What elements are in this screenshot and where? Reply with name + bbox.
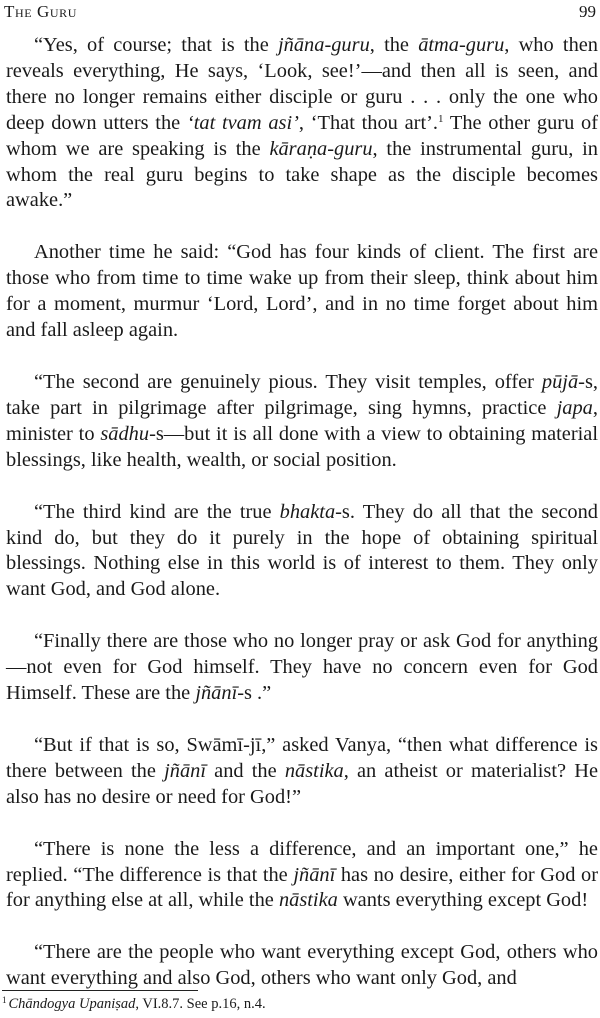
footnote — [2, 995, 266, 1013]
paragraph-8: “There are the people who want everything except God, others who want everything and also God, others who want only God, and — [6, 941, 598, 990]
paragraph-5: “Finally there are those who no longer pray or ask God for anything—not even for God himself. They have no concern even for God Himself. These are the jñānī-s .” — [6, 630, 598, 705]
body-text — [6, 33, 598, 1018]
paragraph-7: “There is none the less a difference, and an important one,” he replied. “The difference is that the jñānī has no desire, either for God or for anything else at all, while the nāstika wants everything except God! — [6, 837, 598, 912]
term-karana-guru: kāraṇa-guru — [269, 137, 373, 160]
term-bhakta: bhakta — [279, 500, 336, 523]
term-jnana-guru: jñāna-guru — [278, 34, 370, 56]
paragraph-2: Another time he said: “God has four kinds of client. The first are those who from time to time wake up from their sleep, think about him for a moment, murmur ‘Lord, Lord’, and in no time forget about him and fall asleep again. — [6, 241, 598, 342]
term-jnani: jñānī — [164, 759, 206, 782]
term-nastika: nāstika — [278, 889, 338, 912]
term-atma-guru: ātma-guru — [418, 34, 505, 56]
footnote-text: , VI.8.7. See p.16, n.4. — [135, 996, 266, 1012]
paragraph-3: “The second are genuinely pious. They visit temples, offer pūjā-s, take part in pilgrimage after pilgrimage, sing hymns, practice japa, minister to sādhu-s—but it is all done with a view to obtaining material blessings, like health, wealth, or social position. — [6, 370, 599, 471]
paragraph-6: “But if that is so, Swāmī-jī,” asked Vanya, “then what difference is there between the jñānī and the nāstika, an atheist or materialist? He also has no desire or need for God!” — [6, 733, 598, 808]
running-title: The Guru — [4, 2, 78, 21]
footnote-source-title: Chāndogya Upaniṣad — [8, 996, 136, 1012]
paragraph-1: “Yes, of course; that is the jñāna-guru, the ātma-guru, who then reveals everything, He says, ‘Look, see!’—and then all is seen, and there no longer remains either disciple or guru . . . only the one who deep down utters the ‘tat tvam asi’, ‘That thou art’.$^1$ The other guru of whom we are speaking is the kāraṇa-guru, the instrumental guru, in whom the real guru begins to take shape as the disciple becomes awake.” — [6, 34, 599, 212]
footnote-divider — [2, 990, 198, 991]
term-puja: pūjā — [541, 370, 579, 393]
term-japa: japa — [556, 396, 593, 419]
term-jnani: jñānī — [195, 682, 238, 705]
footnote-marker: 1 — [2, 995, 7, 1005]
page-number: 99 — [579, 2, 596, 21]
term-jnani: jñānī — [293, 863, 336, 886]
term-nastika: nāstika — [284, 759, 344, 782]
paragraph-4: “The third kind are the true bhakta-s. They do all that the second kind do, but they do it purely in the hope of obtaining spiritual blessings. Nothing else in this world is of interest to them. They only want God, and God alone. — [6, 500, 598, 601]
term-sadhu: sādhu — [100, 422, 150, 445]
running-header — [4, 1, 600, 23]
term-tat-tvam-asi: ‘tat tvam asi’ — [186, 111, 299, 134]
footnote-reference: 1 — [438, 112, 444, 125]
